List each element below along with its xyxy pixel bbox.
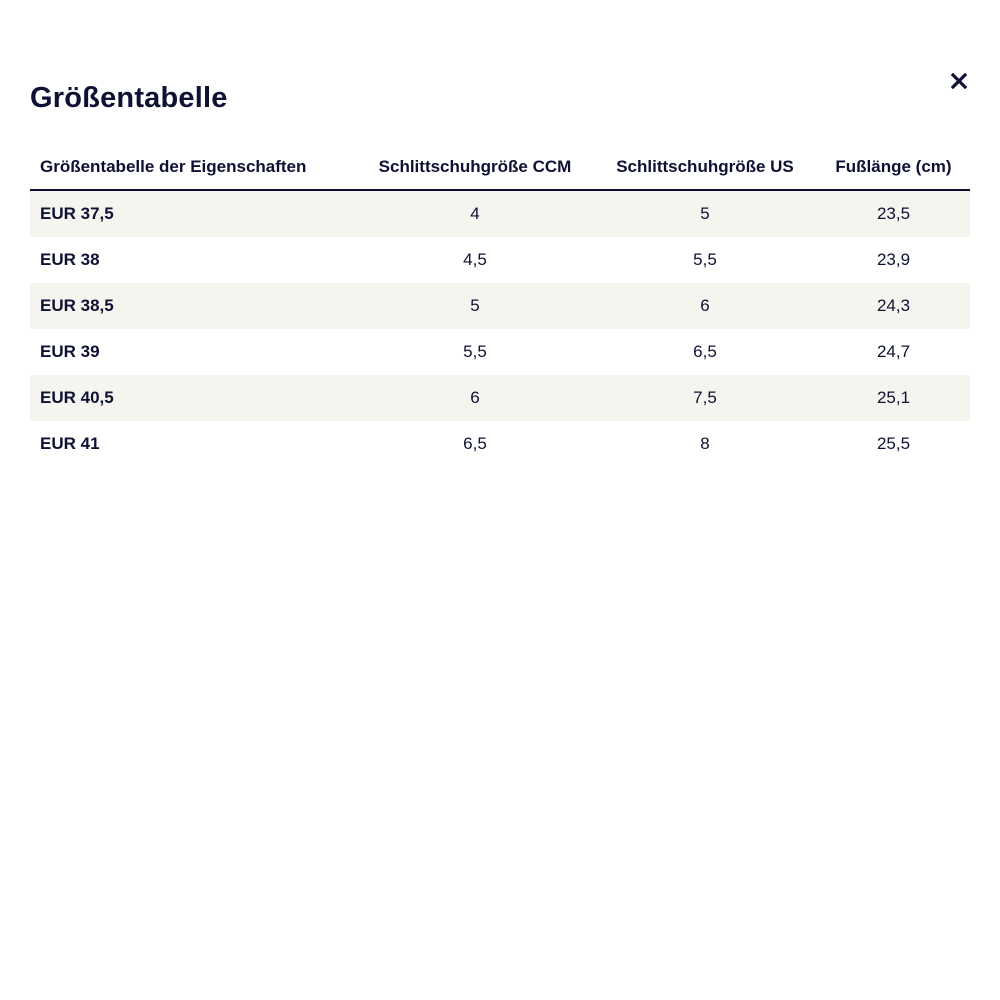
table-row (30, 283, 970, 329)
close-button[interactable] (944, 66, 974, 96)
row-eur-size: EUR 39 (40, 342, 100, 361)
row-us-size: 6,5 (693, 342, 717, 361)
header-ccm-size: Schlittschuhgröße CCM (357, 144, 593, 190)
row-ccm-size: 6 (357, 375, 593, 421)
row-foot-length: 25,1 (817, 375, 970, 421)
table-row (30, 190, 970, 237)
row-ccm-size: 4 (357, 190, 593, 237)
table-row (30, 329, 970, 375)
row-ccm-size: 5 (357, 283, 593, 329)
header-foot-length: Fußlänge (cm) (817, 144, 970, 190)
table-row (30, 421, 970, 467)
row-ccm-size: 4,5 (463, 250, 487, 269)
row-us-size: 5 (593, 190, 817, 237)
row-ccm-size: 5,5 (463, 342, 487, 361)
size-table (30, 144, 970, 467)
row-us-size: 6 (593, 283, 817, 329)
row-foot-length: 23,5 (817, 190, 970, 237)
table-row (30, 237, 970, 283)
close-icon (951, 73, 967, 89)
row-us-size: 5,5 (693, 250, 717, 269)
row-eur-size: EUR 41 (40, 434, 100, 453)
row-us-size: 7,5 (593, 375, 817, 421)
row-foot-length: 24,7 (876, 342, 911, 361)
modal-title: Größentabelle (30, 82, 228, 114)
header-properties: Größentabelle der Eigenschaften (30, 144, 357, 190)
row-us-size: 8 (700, 434, 710, 453)
table-header-row (30, 144, 970, 190)
row-eur-size: EUR 38,5 (30, 283, 357, 329)
row-foot-length: 23,9 (876, 250, 911, 269)
row-ccm-size: 6,5 (463, 434, 487, 453)
row-foot-length: 24,3 (817, 283, 970, 329)
table-row (30, 375, 970, 421)
row-eur-size: EUR 37,5 (30, 190, 357, 237)
row-eur-size: EUR 38 (40, 250, 100, 269)
row-eur-size: EUR 40,5 (30, 375, 357, 421)
header-us-size: Schlittschuhgröße US (593, 144, 817, 190)
row-foot-length: 25,5 (876, 434, 911, 453)
